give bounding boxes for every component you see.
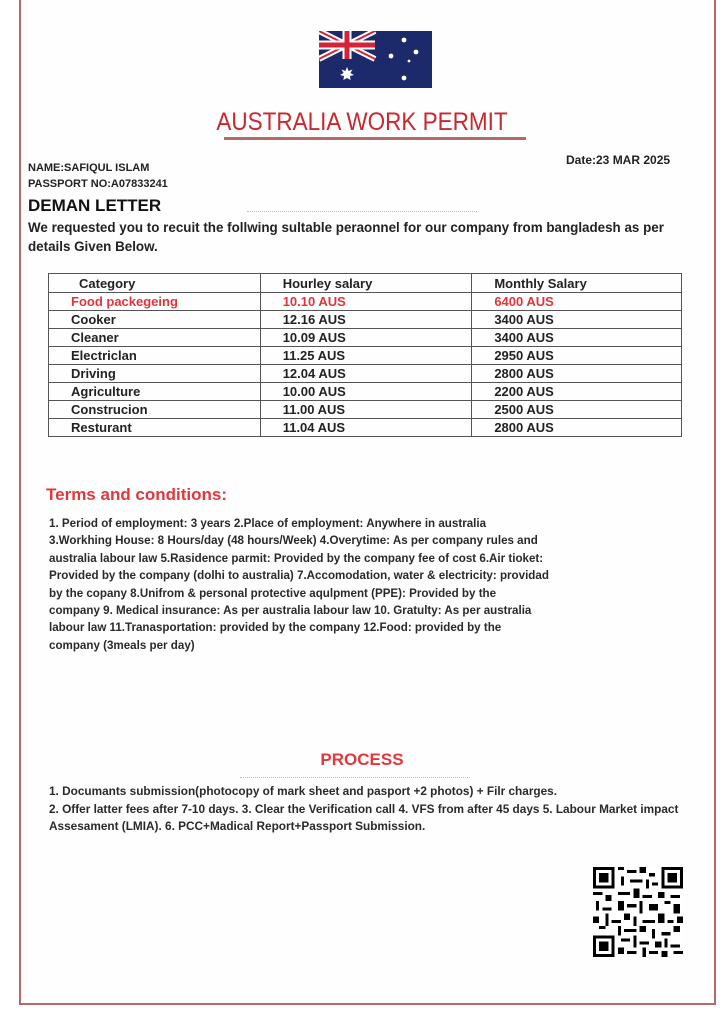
column-header-category: Category	[49, 274, 261, 293]
column-header-hourly: Hourley salary	[260, 274, 472, 293]
cell-monthly: 3400 AUS	[472, 311, 682, 329]
divider	[240, 777, 470, 778]
cell-category: Cleaner	[49, 329, 261, 347]
australia-flag-icon	[319, 31, 432, 88]
column-header-monthly: Monthly Salary	[472, 274, 682, 293]
table-header-row	[49, 274, 682, 293]
cell-monthly: 3400 AUS	[472, 329, 682, 347]
table-row	[49, 311, 682, 329]
table-row	[49, 329, 682, 347]
cell-category: Food packegeing	[49, 293, 261, 311]
cell-monthly: 2800 AUS	[472, 365, 682, 383]
cell-category: Resturant	[49, 419, 261, 437]
cell-hourly: 12.04 AUS	[260, 365, 472, 383]
process-line-1: 1. Documants submission(photocopy of mark sheet and pasport +2 photos) + Filr charges.	[49, 784, 558, 798]
process-steps	[49, 783, 689, 836]
cell-monthly: 6400 AUS	[472, 293, 682, 311]
salary-table	[48, 273, 682, 437]
letter-heading: DEMAN LETTER	[28, 196, 162, 215]
cell-category: Driving	[49, 365, 261, 383]
cell-hourly: 11.00 AUS	[260, 401, 472, 419]
cell-hourly: 10.09 AUS	[260, 329, 472, 347]
process-heading: PROCESS	[320, 750, 404, 769]
cell-category: Construcion	[49, 401, 261, 419]
cell-monthly: 2200 AUS	[472, 383, 682, 401]
cell-hourly: 11.04 AUS	[260, 419, 472, 437]
cell-monthly: 2800 AUS	[472, 419, 682, 437]
cell-hourly: 11.25 AUS	[260, 347, 472, 365]
qr-code-icon	[593, 867, 683, 957]
table-row	[49, 347, 682, 365]
applicant-name: NAME:SAFIQUL ISLAM	[28, 162, 150, 174]
intro-text: We requested you to recuit the follwing sultable peraonnel for our company from bangladesh as per details Given Below.	[28, 220, 664, 254]
cell-category: Agriculture	[49, 383, 261, 401]
cell-category: Cooker	[49, 311, 261, 329]
terms-heading: Terms and conditions:	[46, 485, 228, 504]
cell-hourly: 10.10 AUS	[260, 293, 472, 311]
passport-number: PASSPORT NO:A07833241	[28, 178, 168, 190]
divider	[247, 211, 477, 212]
title-underline	[224, 137, 526, 140]
cell-monthly: 2950 AUS	[472, 347, 682, 365]
cell-monthly: 2500 AUS	[472, 401, 682, 419]
cell-hourly: 12.16 AUS	[260, 311, 472, 329]
page-title: AUSTRALIA WORK PERMIT	[216, 108, 508, 136]
table-row	[49, 365, 682, 383]
table-row	[49, 419, 682, 437]
cell-hourly: 10.00 AUS	[260, 383, 472, 401]
process-line-2: 2. Offer latter fees after 7-10 days. 3. Clear the Verification call 4. VFS from after 45 days 5. Labour Market impact Assesament (LMIA). 6. PCC+Madical Report+Passport Submission.	[49, 801, 679, 833]
table-row	[49, 293, 682, 311]
letter-date: Date:23 MAR 2025	[566, 153, 671, 167]
table-row	[49, 383, 682, 401]
table-row	[49, 401, 682, 419]
terms-body: 1. Period of employment: 3 years 2.Place of employment: Anywhere in australia 3.Workhing House: 8 Hours/day (48 hours/Week) 4.Overytime: As per company rules and australia labour law 5.Rasidence parmit: Provided by the company fee of cost 6.Air tioket: Provided by the company (dolhi to australia) 7.Accomodation, water & electricity: providad by the copany 8.Unifrom & personal protective aqulpment (PPE): Provided by the company 9. Medical insurance: As per australia labour law 10. Gratulty: As per australia labour law 11.Tranasportation: provided by the company 12.Food: provided by the company (3meals per day)	[49, 517, 549, 652]
cell-category: Electriclan	[49, 347, 261, 365]
